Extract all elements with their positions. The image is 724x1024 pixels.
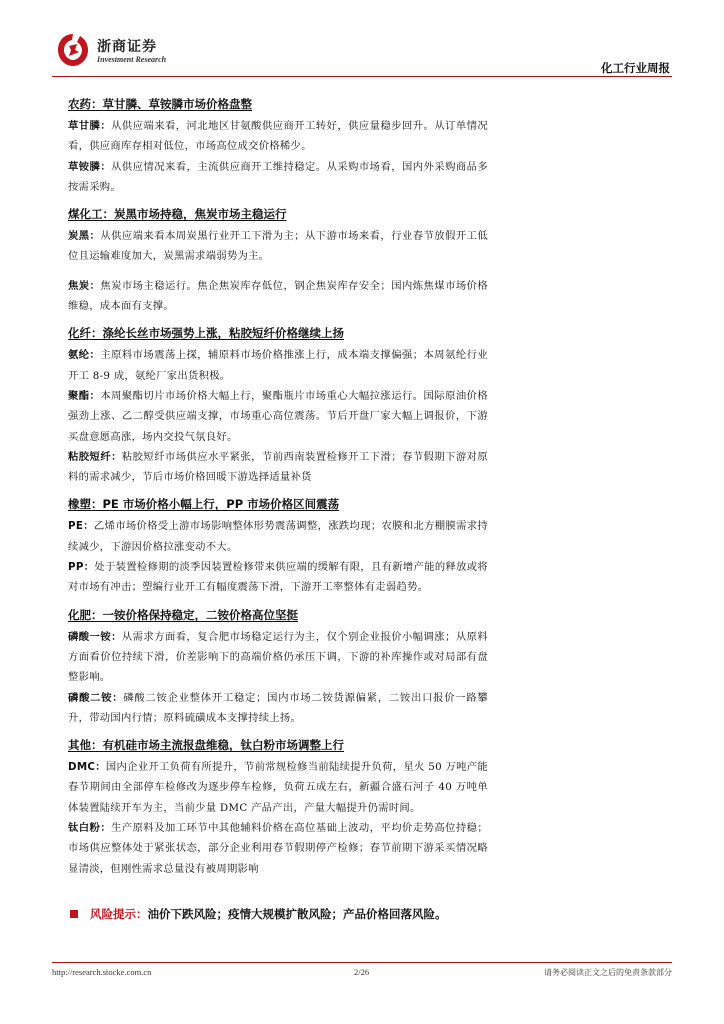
section-heading: 其他：有机硅市场主流报盘维稳，钛白粉市场调整上行 xyxy=(68,738,344,753)
section-paragraph xyxy=(68,557,488,598)
report-section xyxy=(68,605,488,728)
section-paragraph xyxy=(68,447,488,488)
section-paragraph xyxy=(68,345,488,386)
paragraph-term: 草甘膦： xyxy=(68,120,112,132)
paragraph-text: 粘胶短纤市场供应水平紧张，节前西南装置检修开工下滑；春节假期下游对原料的需求减少，节后市场价格回暖下游选择适量补货 xyxy=(68,450,489,484)
report-section xyxy=(68,204,488,316)
section-heading: 煤化工：炭黑市场持稳，焦炭市场主稳运行 xyxy=(68,207,287,222)
section-paragraph xyxy=(68,757,488,818)
risk-label: 风险提示： xyxy=(90,907,148,921)
section-paragraph xyxy=(68,116,488,157)
section-paragraph xyxy=(68,627,488,688)
footer-url[interactable]: http://research.stocke.com.cn xyxy=(52,967,152,977)
report-section xyxy=(68,323,488,487)
section-heading: 农药：草甘膦、草铵膦市场价格盘整 xyxy=(68,97,252,111)
paragraph-term: 炭黑： xyxy=(68,230,101,243)
logo-subtext: Investment Research xyxy=(97,55,167,64)
section-heading: 化肥：一铵价格保持稳定，二铵价格高位坚挺 xyxy=(68,607,298,622)
section-paragraph xyxy=(68,226,488,267)
section-paragraph xyxy=(68,516,488,557)
zheshang-logo-icon xyxy=(55,32,91,68)
risk-warning xyxy=(68,904,498,924)
logo-text: 浙商证券 xyxy=(97,39,157,55)
section-heading: 化纤：涤纶长丝市场强势上涨，粘胶短纤价格继续上扬 xyxy=(68,326,344,341)
report-type-title: 化工行业周报 xyxy=(601,61,670,75)
paragraph-text: 生产原料及加工环节中其他辅料价格在高位基础上波动，平均价走势高位持稳；市场供应整体处于紧张状态，部分企业利用春节假期停产检修；春节前期下游采买情况略显清淡，但刚性需求总量没有被周期影响 xyxy=(68,822,489,875)
paragraph-term: 粘胶短纤： xyxy=(68,450,122,463)
paragraph-term: DMC： xyxy=(68,761,106,774)
section-paragraph xyxy=(68,157,488,198)
paragraph-text: 磷酸二铵企业整体开工稳定；国内市场二铵货源偏紧，二铵出口报价一路攀升，带动国内行情；原料硫磺成本支撑持续上扬。 xyxy=(68,691,488,724)
paragraph-text: 从供应情况来看，主流供应商开工维持稳定。从采购市场看，国内外采购商品多按需采购。 xyxy=(68,160,489,193)
section-heading: 橡塑：PE 市场价格小幅上行，PP 市场价格区间震荡 xyxy=(68,497,340,512)
header-divider xyxy=(52,76,672,77)
paragraph-term: PE： xyxy=(68,520,94,533)
paragraph-text: 国内企业开工负荷有所提升，节前常规检修当前陆续提升负荷，星火 50 万吨产能春节期间由全部停车检修改为逐步停车检修，负荷五成左右，新疆合盛石河子 40 万吨单体装置陆续开车为主，当前少量 DMC 产品产出，产量大幅提升仍需时间。 xyxy=(68,761,488,814)
page-header xyxy=(52,32,672,76)
page-number: 2/26 xyxy=(354,967,370,977)
report-section xyxy=(68,494,488,597)
section-paragraph xyxy=(68,688,488,729)
section-paragraph xyxy=(68,276,488,317)
report-body xyxy=(68,94,488,886)
paragraph-term: 草铵膦： xyxy=(68,160,112,173)
paragraph-term: PP： xyxy=(68,561,95,574)
paragraph-text: 本周聚酯切片市场价格大幅上行，聚酯瓶片市场重心大幅拉涨运行。国际原油价格强劲上涨、乙二醇受供应端支撑，市场重心高位震荡。节后开盘厂家大幅上调报价，下游买盘意愿高涨，场内交投气氛良好。 xyxy=(68,389,488,443)
paragraph-text: 从需求方面看，复合肥市场稳定运行为主，仅个别企业报价小幅调涨；从原料方面看价位持续下滑，价差影响下的高端价格仍承压下调，下游的补库操作或对局部有盘整影响。 xyxy=(68,630,489,684)
report-section xyxy=(68,735,488,879)
section-paragraph xyxy=(68,386,488,447)
paragraph-text: 乙烯市场价格受上游市场影响整体形势震荡调整，涨跌均现；农膜和北方棚膜需求持续减少，下游因价格拉涨变动不大。 xyxy=(68,520,488,553)
risk-text: 油价下跌风险；疫情大规模扩散风险；产品价格回落风险。 xyxy=(147,907,447,921)
paragraph-text: 主原料市场震荡上探，辅原料市场价格推涨上行，成本端支撑偏强；本周氨纶行业开工 8-9 成，氨纶厂家出货积极。 xyxy=(68,349,488,382)
paragraph-text: 从供应端来看本周炭黑行业开工下滑为主；从下游市场来看，行业春节放假开工低位且运输难度加大，炭黑需求端弱势为主。 xyxy=(68,230,488,263)
paragraph-term: 聚酯： xyxy=(68,389,101,402)
footer-disclaimer: 请务必阅读正文之后的免责条款部分 xyxy=(544,968,672,977)
paragraph-term: 钛白粉： xyxy=(68,822,112,835)
section-paragraph xyxy=(68,818,488,879)
paragraph-term: 焦炭： xyxy=(68,279,101,292)
paragraph-term: 氨纶： xyxy=(68,349,101,362)
bullet-icon xyxy=(70,910,78,918)
paragraph-text: 从供应端来看，河北地区甘氨酸供应商开工转好，供应量稳步回升。从订单情况看，供应商库存相对低位，市场高位成交价格稀少。 xyxy=(68,120,489,153)
paragraph-text: 处于装置检修期的淡季因装置检修带来供应端的缓解有限，且有新增产能的释放或将对市场有冲击；塑编行业开工有幅度震荡下滑，下游开工率整体有走弱趋势。 xyxy=(68,561,488,594)
footer-divider xyxy=(52,962,672,963)
paragraph-text: 焦炭市场主稳运行。焦企焦炭库存低位，钢企焦炭库存安全；国内炼焦煤市场价格维稳，成本面有支撑。 xyxy=(68,279,488,313)
report-section xyxy=(68,94,488,197)
paragraph-term: 磷酸二铵： xyxy=(68,691,124,704)
paragraph-term: 磷酸一铵： xyxy=(68,630,122,643)
